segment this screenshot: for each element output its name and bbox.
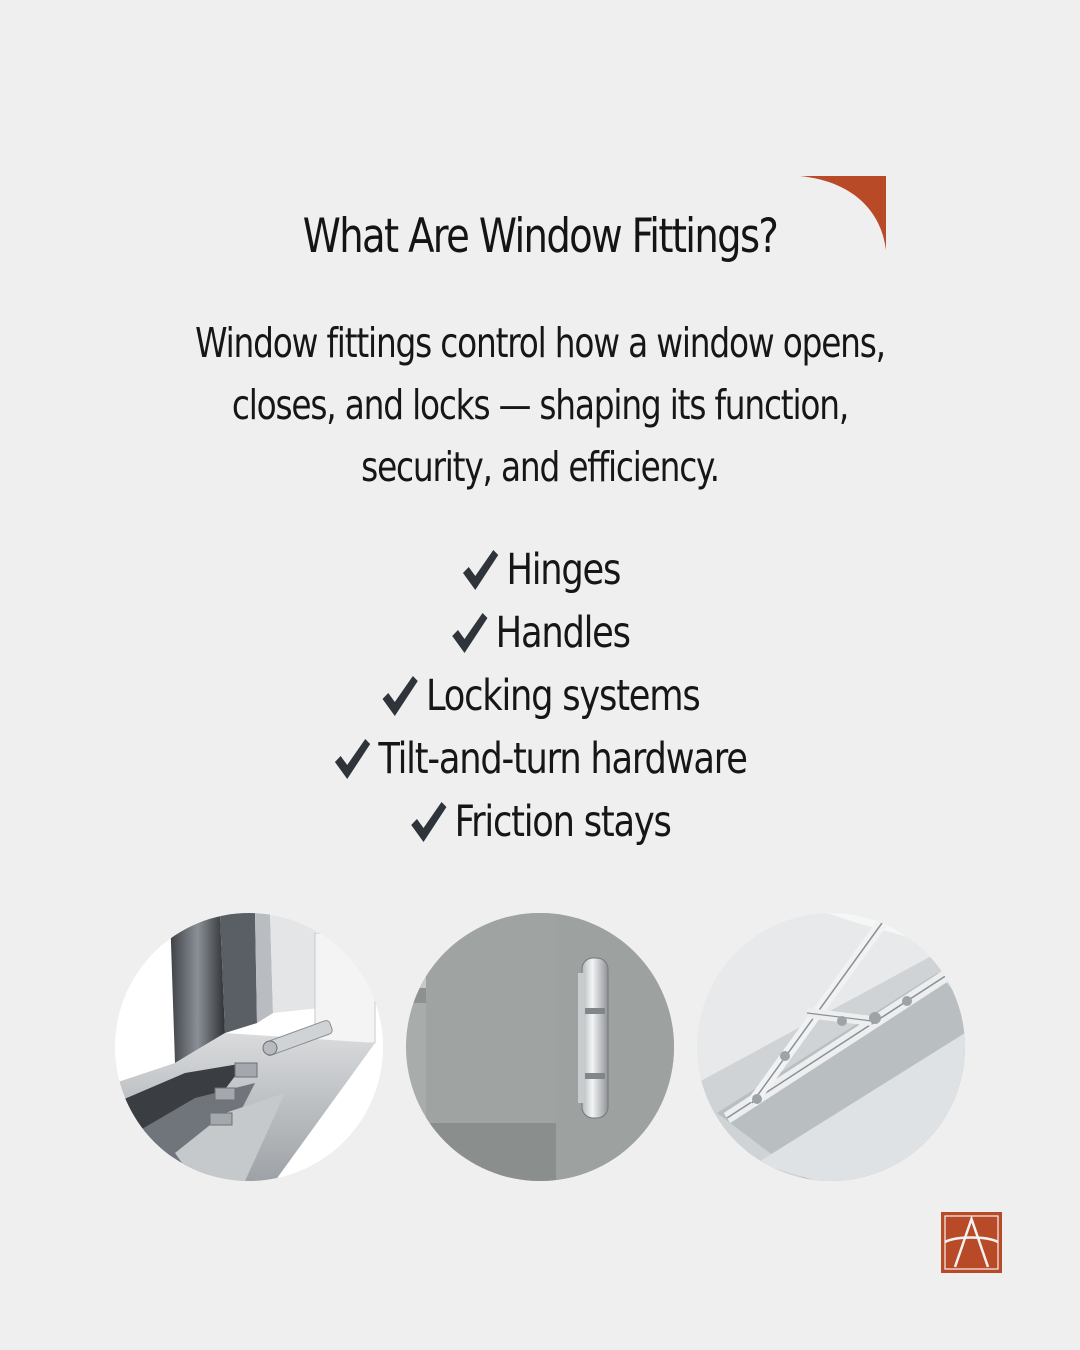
checklist-item: [0, 601, 1080, 664]
fittings-checklist: [0, 538, 1080, 853]
check-icon: [380, 672, 419, 720]
check-icon: [409, 798, 448, 846]
checklist-item: [0, 790, 1080, 853]
page-title: What Are Window Fittings?: [302, 209, 778, 264]
check-icon: [460, 546, 499, 594]
checklist-item-label: Hinges: [506, 544, 620, 595]
checklist-item: [0, 538, 1080, 601]
window-frame-hardware-photo: [115, 913, 383, 1181]
check-icon: [333, 735, 372, 783]
checklist-item-label: Locking systems: [426, 670, 700, 721]
checklist-item-label: Friction stays: [454, 796, 671, 847]
checklist-item: [0, 664, 1080, 727]
checklist-item-label: Handles: [495, 607, 631, 658]
checklist-item-label: Tilt-and-turn hardware: [378, 733, 748, 784]
brand-logo: [941, 1212, 1002, 1273]
friction-stay-photo: [697, 913, 965, 1181]
check-icon: [450, 609, 489, 657]
checklist-item: [0, 727, 1080, 790]
window-hinge-photo: [406, 913, 674, 1181]
intro-paragraph: Window fittings control how a window opens, closes, and locks — shaping its function, security, and efficiency.: [195, 319, 885, 491]
